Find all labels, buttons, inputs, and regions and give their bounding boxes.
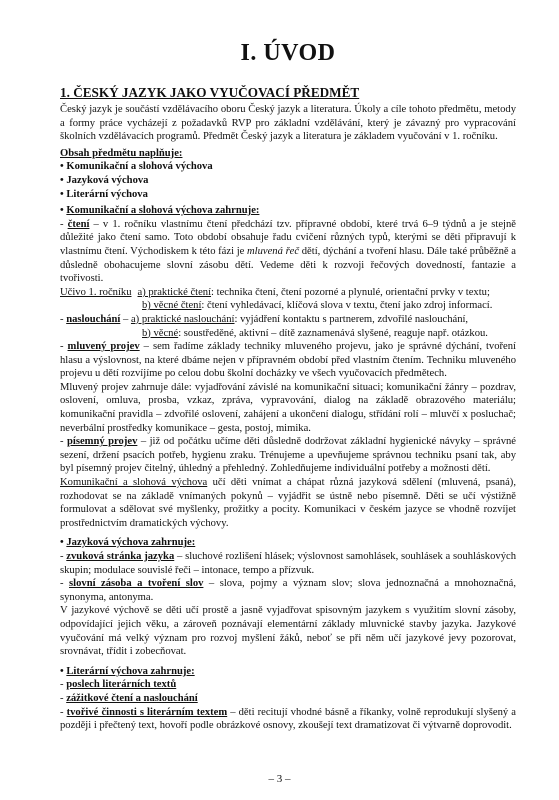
document-page xyxy=(60,40,516,733)
page-number: – 3 – xyxy=(268,773,291,785)
komunikacni-summary: Komunikační a slohová výchova učí děti vnímat a chápat různá jazyková sdělení (mluvená, psaná), rozhodovat se na základě vnímaných pokynů – vyjádřit se ústně nebo písemně. Děti se učí výstižně formulovat a sdělovat své myšlenky, prožitky a pocity. Komunikaci v českém jazyce se vhodně rozvíjet prostřednictvím dramatických výchovy. xyxy=(60,477,516,529)
jazykova-heading: • Jazyková výchova zahrnuje: xyxy=(60,536,516,550)
literarni-heading: • Literární výchova zahrnuje: xyxy=(60,665,516,679)
ucivo-line-b: b) věcné čtení: čtení vyhledávací, klíčová slova v textu, čtení jako zdroj informací. xyxy=(142,300,493,312)
intro-paragraph: Český jazyk je součástí vzdělávacího oboru Český jazyk a literatura. Úkoly a cíle tohoto předmětu, metody a formy práce vycházejí z požadavků RVP pro základní vzdělávání, který je závazný pro vypracování školních vzdělávacích programů. Předmět Český jazyk a literatura je základem vyučování v 1. ročníku. xyxy=(60,104,516,143)
jazykova-paragraph: V jazykové výchově se děti učí prostě a jasně vyjadřovat spisovným jazykem s využitím slovní zásoby, odpovídající jejich věku, a zároveň poznávají elementární základy mluvnické stavby jazyka. Jazykové vyučování má velký význam pro rozvoj myšlení žáků, neboť se při něm učí jazykové jevy pozorovat, srovnávat, třídit i zobecňovat. xyxy=(60,605,516,658)
literarni-item-poslech: - poslech literárních textů xyxy=(60,679,177,691)
naslouchani-line-a: - naslouchání – a) praktické naslouchání: vyjádření kontaktu s partnerem, zdvořilé naslouchání, xyxy=(60,313,469,325)
naslouchani-line-b: b) věcné: soustředěné, aktivní – dítě zaznamenává slyšené, reaguje např. otázkou. xyxy=(142,327,488,339)
section-heading: 1. ČESKÝ JAZYK JAKO VYUČOVACÍ PŘEDMĚT xyxy=(60,85,360,100)
mluveny-projev-paragraph: - mluvený projev – sem řadíme základy techniky mluveného projevu, jako je správné dýchání, tvoření hlasu a výslovnost, na které dbáme nejen v přípravném období před vlastním čtením. Techniku mluveného projevu u dětí rozvíjíme po celou dobu školní docházky ve všech vyučovacích předmětech. xyxy=(60,341,517,380)
literarni-item-zazitkove: - zážitkové čtení a naslouchání xyxy=(60,692,198,704)
pisemny-projev-paragraph: - písemný projev – již od počátku učíme děti důsledně dodržovat základní hygienické návyky – správné sezení, držení psacích potřeb, hygienu zraku. Trénujeme a upevňujeme správnou techniku psaní tak, aby byl písemný projev čitelný, úhledný a přehledný. Zohledňujeme individuální potřeby a možnosti dětí. xyxy=(60,436,516,475)
slovni-zasoba-paragraph: - slovní zásoba a tvoření slov – slova, pojmy a význam slov; slova jednoznačná a mnohoznačná, synonyma, antonyma. xyxy=(60,578,517,603)
obsah-label: Obsah předmětu naplňuje: xyxy=(60,147,183,159)
cteni-term: čtení xyxy=(67,218,90,230)
ucivo-line-a: Učivo 1. ročníku a) praktické čtení: technika čtení, čtení pozorné a plynulé, orientační prvky v textu; xyxy=(60,286,490,298)
obsah-item-jazykova: • Jazyková výchova xyxy=(60,174,516,188)
cteni-paragraph: - čtení – v 1. ročníku vlastnímu čtení předchází tzv. přípravné období, které trvá 6–9 týdnů a je stejně důležité jako čtení samo. Toto období obsahuje řadu cvičení různých typů, kterými se děti připravují k vlastnímu čtení. Východiskem k této fázi je mluvená řeč dětí, dýchání a tvoření hlasu. Dále také průběžně a důsledně obohacujeme slovní zásobu dětí. Vedeme děti k rozvoji řečových dovedností, fantazie a tvořivosti. xyxy=(60,218,516,285)
obsah-item-literarni: • Literární výchova xyxy=(60,188,516,202)
komunikacni-heading: • Komunikační a slohová výchova zahrnuje: xyxy=(60,204,516,218)
page-title: I. ÚVOD xyxy=(240,40,336,66)
literarni-item-tvorive: - tvořivé činnosti s literárním textem – děti recitují vhodné básně a říkanky, volně reprodukují slyšený a později i přečtený text, hovoří podle obrázkové osnovy, zkoušejí text dramatizovat či výtvarně doprovodit. xyxy=(60,706,516,732)
obsah-item-komunikacni: • Komunikační a slohová výchova xyxy=(60,160,516,174)
mluveny-projev-detail: Mluvený projev zahrnuje dále: vyjadřování závislé na komunikační situaci; komunikační žánry – pozdrav, oslovení, omluva, prosba, vzkaz, zpráva, vypravování, dialog na základě obrazového materiálu; komunikační pravidla – zdvořilé oslovení, zahájení a ukončení dialogu, střídání rolí – mluvčí x posluchač; neverbální prostředky komunikace – gesta, postoj, mimika. xyxy=(60,381,516,434)
zvukova-stranka-paragraph: - zvuková stránka jazyka – sluchové rozlišení hlásek; výslovnost samohlásek, souhlásek a souhláskových skupin; modulace souvislé řeči – intonace, tempo a přízvuk. xyxy=(60,551,516,576)
